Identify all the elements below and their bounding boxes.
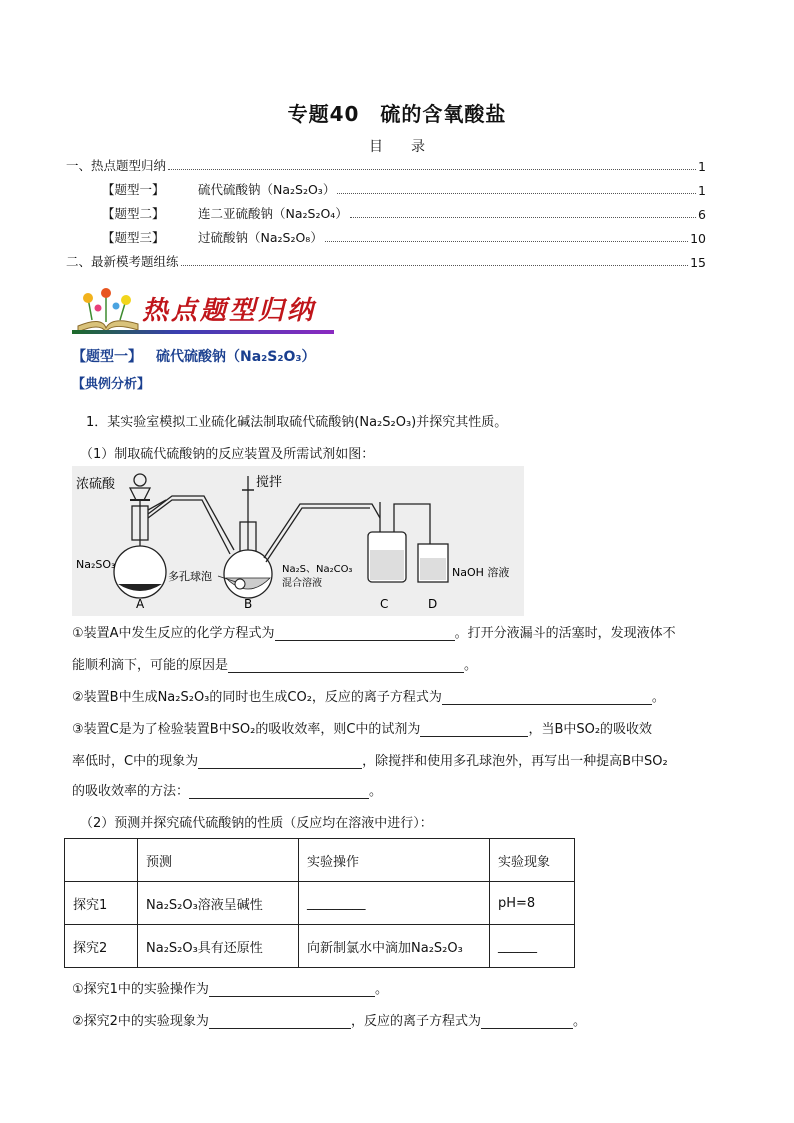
toc-item[interactable] bbox=[102, 180, 706, 198]
text-segment: ，当B中SO₂的吸收效 bbox=[528, 722, 653, 737]
text-segment: 。 bbox=[572, 1014, 586, 1029]
section-name: 硫代硫酸钠（Na₂S₂O₃） bbox=[156, 349, 316, 365]
question-part1: （1）制取硫代硫酸钠的反应装置及所需试剂如图： bbox=[80, 447, 375, 462]
toc-item[interactable] bbox=[102, 204, 706, 222]
table-cell: 预测 bbox=[138, 839, 299, 882]
text-segment: 。 bbox=[369, 784, 383, 799]
answer-blank[interactable] bbox=[209, 1015, 351, 1029]
book-flowers-icon bbox=[72, 286, 142, 332]
table-cell: 实验现象 bbox=[490, 839, 575, 882]
toc-heading: 目 录 bbox=[369, 139, 425, 155]
question-line bbox=[72, 1010, 586, 1029]
text-segment: 。 bbox=[464, 658, 478, 673]
toc-page: 1 bbox=[698, 183, 706, 198]
text-segment: 率低时，C中的现象为 bbox=[72, 754, 199, 769]
toc-page: 15 bbox=[690, 255, 706, 270]
toc-leader bbox=[168, 169, 696, 170]
section-banner bbox=[72, 286, 334, 338]
answer-blank[interactable] bbox=[189, 785, 369, 799]
toc-label: 过硫酸钠（Na₂S₂O₈） bbox=[198, 230, 323, 245]
banner-underline bbox=[72, 330, 334, 334]
table-cell[interactable]: ______ bbox=[490, 925, 575, 968]
label-na2so3: Na₂SO₃ bbox=[76, 558, 116, 571]
toc-label: 连二亚硫酸钠（Na₂S₂O₄） bbox=[198, 206, 348, 221]
question-line bbox=[72, 686, 665, 705]
toc-tag: 【题型三】 bbox=[102, 230, 165, 245]
toc-leader bbox=[350, 217, 696, 218]
toc-page: 1 bbox=[698, 159, 706, 174]
apparatus-diagram bbox=[72, 466, 524, 616]
toc-leader bbox=[325, 241, 688, 242]
label-c: C bbox=[380, 597, 389, 611]
text-segment: ③装置C是为了检验装置B中SO₂的吸收效率，则C中的试剂为 bbox=[72, 722, 421, 737]
answer-blank[interactable] bbox=[198, 755, 362, 769]
text-segment: 的吸收效率的方法： bbox=[72, 784, 190, 799]
text-segment: 能顺利滴下，可能的原因是 bbox=[72, 658, 229, 673]
question-stem: 1．某实验室模拟工业硫化碱法制取硫代硫酸钠(Na₂S₂O₃)并探究其性质。 bbox=[86, 415, 508, 430]
question-line bbox=[72, 978, 388, 997]
toc-tag: 【题型二】 bbox=[102, 206, 165, 221]
answer-blank[interactable] bbox=[420, 723, 528, 737]
banner-title: 热点题型归纳 bbox=[142, 296, 317, 326]
text-segment: 。 bbox=[374, 982, 388, 997]
label-a: A bbox=[136, 597, 145, 611]
label-b: B bbox=[244, 597, 253, 611]
label-stir: 搅拌 bbox=[256, 475, 283, 490]
text-segment: ，除搅拌和使用多孔球泡外，再写出一种提高B中SO₂ bbox=[362, 754, 668, 769]
question-line bbox=[72, 780, 382, 799]
answer-blank[interactable] bbox=[275, 627, 455, 641]
toc-leader bbox=[181, 265, 689, 266]
label-conc-acid: 浓硫酸 bbox=[76, 477, 116, 492]
toc-label: 一、热点题型归纳 bbox=[66, 158, 167, 173]
section-heading bbox=[72, 346, 316, 366]
question-part2: （2）预测并探究硫代硫酸钠的性质（反应均在溶液中进行）： bbox=[80, 816, 433, 831]
toc-page: 6 bbox=[698, 207, 706, 222]
table-cell: Na₂S₂O₃溶液呈碱性 bbox=[138, 882, 299, 925]
section-tag: 【题型一】 bbox=[72, 349, 142, 365]
sub-heading: 【典例分析】 bbox=[72, 377, 151, 392]
question-line bbox=[72, 622, 676, 641]
toc-item[interactable] bbox=[66, 156, 706, 174]
text-segment: 。 bbox=[651, 690, 665, 705]
label-porous-bubbler: 多孔球泡 bbox=[168, 570, 212, 583]
property-table bbox=[64, 838, 575, 968]
answer-blank[interactable] bbox=[228, 659, 464, 673]
table-cell: 实验操作 bbox=[299, 839, 490, 882]
table-cell: pH=8 bbox=[490, 882, 575, 925]
answer-blank[interactable] bbox=[442, 691, 652, 705]
question-line bbox=[72, 718, 652, 737]
toc-item[interactable] bbox=[66, 252, 706, 270]
toc-tag: 【题型一】 bbox=[102, 182, 165, 197]
label-naoh: NaOH 溶液 bbox=[452, 566, 510, 579]
toc-label: 二、最新模考题组练 bbox=[66, 254, 179, 269]
table-cell: 探究1 bbox=[65, 882, 138, 925]
label-mixture-formula: Na₂S、Na₂CO₃ bbox=[282, 564, 353, 575]
table-row bbox=[65, 925, 575, 968]
label-mixture-solution: 混合溶液 bbox=[282, 578, 322, 589]
table-cell: 探究2 bbox=[65, 925, 138, 968]
question-line bbox=[72, 654, 477, 673]
table-cell: 向新制氯水中滴加Na₂S₂O₃ bbox=[299, 925, 490, 968]
toc-item[interactable] bbox=[102, 228, 706, 246]
table-cell[interactable]: _________ bbox=[299, 882, 490, 925]
toc-page: 10 bbox=[690, 231, 706, 246]
table-cell: Na₂S₂O₃具有还原性 bbox=[138, 925, 299, 968]
table-cell bbox=[65, 839, 138, 882]
question-line bbox=[72, 750, 668, 769]
table-header-row bbox=[65, 839, 575, 882]
text-segment: ②装置B中生成Na₂S₂O₃的同时也生成CO₂，反应的离子方程式为 bbox=[72, 690, 442, 705]
text-segment: ，反应的离子方程式为 bbox=[350, 1014, 481, 1029]
text-segment: ①探究1中的实验操作为 bbox=[72, 982, 209, 997]
label-d: D bbox=[428, 597, 438, 611]
table-row bbox=[65, 882, 575, 925]
text-segment: ②探究2中的实验现象为 bbox=[72, 1014, 209, 1029]
text-segment: ①装置A中发生反应的化学方程式为 bbox=[72, 626, 275, 641]
toc-label: 硫代硫酸钠（Na₂S₂O₃） bbox=[198, 182, 336, 197]
answer-blank[interactable] bbox=[481, 1015, 573, 1029]
text-segment: 。打开分液漏斗的活塞时，发现液体不 bbox=[454, 626, 676, 641]
answer-blank[interactable] bbox=[209, 983, 375, 997]
page-title: 专题40 硫的含氧酸盐 bbox=[287, 102, 507, 126]
toc-leader bbox=[337, 193, 696, 194]
